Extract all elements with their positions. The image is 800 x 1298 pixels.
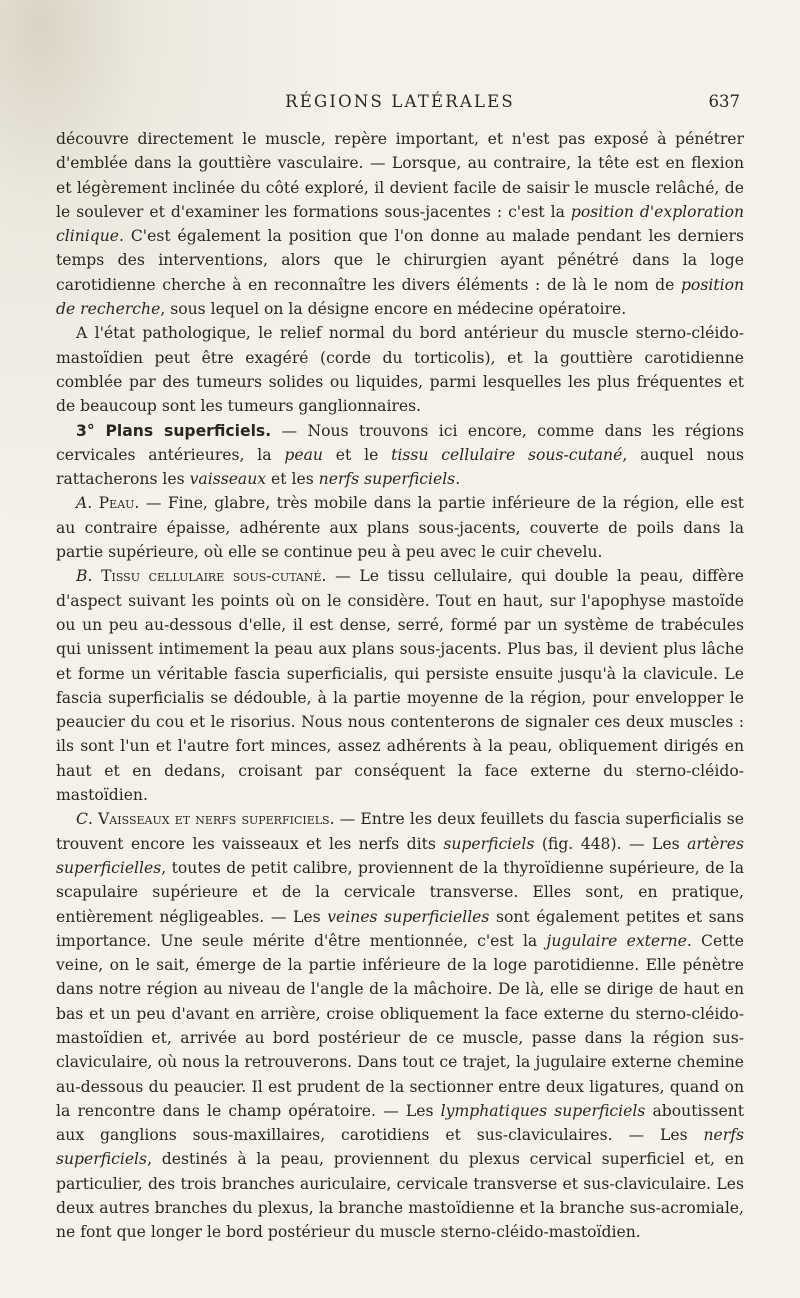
paragraph xyxy=(56,321,744,418)
text-run: . — Le tissu cellulaire, qui double la peau, diffère d'aspect suivant les points où on le considère. Tout en haut, sur l'apophyse mastoïde ou un peu au-dessous d'elle, il est dense, serré, formé par un système de trabécules qui unissent intimement la peau aux plans sous-jacents. Plus bas, il devient plus lâche et forme un véritable fascia superficialis, qui persiste ensuite jusqu'à la clavicule. Le fascia superficialis se dédouble, à la partie moyenne de la région, pour envelopper le peaucier du cou et le risorius. Nous nous contenterons de signaler ces deux muscles : ils sont l'un et l'autre fort minces, assez adhérents à la peau, obliquement dirigés en haut et en dedans, croisant par conséquent la face externe du sterno-cléido-mastoïdien. xyxy=(56,567,745,805)
italic-term: jugulaire externe xyxy=(546,931,687,950)
running-head-title: RÉGIONS LATÉRALES xyxy=(285,92,515,111)
italic-term: position de recherche xyxy=(56,275,744,319)
italic-term: tissu cellulaire sous-cutané xyxy=(391,445,623,464)
text-run: et le xyxy=(322,445,392,464)
italic-term: superficiels xyxy=(443,834,535,853)
text-run: sont également petites et sans importance. Une seule mérite d'être mentionnée, c'est la xyxy=(56,907,744,950)
text-run: . xyxy=(87,567,102,586)
text-run: . xyxy=(87,810,99,829)
text-run: . — Entre les deux feuillets du fascia superficialis se trouvent encore les vaisseaux et les nerfs dits xyxy=(56,810,744,853)
italic-term: C xyxy=(76,810,88,829)
small-caps-heading: Peau xyxy=(98,494,135,513)
text-run: — Nous trouvons ici encore, comme dans les régions cervicales antérieures, la xyxy=(56,421,744,464)
italic-term: nerfs superficiels xyxy=(318,470,456,489)
paragraph xyxy=(56,807,744,1244)
text-run: et les xyxy=(266,470,319,489)
text-run: , toutes de petit calibre, proviennent de la thyroïdienne supérieure, de la scapulaire supérieure et de la cervicale transverse. Elles sont, en pratique, entièrement négligeables. — Les xyxy=(56,858,744,926)
section-heading: 3° Plans superficiels. xyxy=(76,421,272,440)
paragraph xyxy=(56,564,744,807)
text-run: , sous lequel on la désigne encore en médecine opératoire. xyxy=(160,300,627,319)
small-caps-heading: Vaisseaux et nerfs superficiels xyxy=(98,810,330,829)
paragraph xyxy=(56,491,744,564)
italic-term: position d'exploration clinique xyxy=(56,202,744,246)
text-run: . xyxy=(87,494,99,513)
italic-term: B xyxy=(76,567,88,586)
italic-term: peau xyxy=(284,445,323,464)
page-number: 637 xyxy=(708,92,740,111)
italic-term: A xyxy=(76,494,88,513)
small-caps-heading: Tissu cellulaire sous-cutané xyxy=(101,567,322,586)
text-run: , destinés à la peau, proviennent du plexus cervical superficiel et, en particulier, des trois branches auriculaire, cervicale transverse et sus-claviculaire. Les deux autres branches du plexus, la branche mastoïdienne et la branche sus-acromiale, ne font que longer le bord postérieur du muscle sterno-cléido-mastoïdien. xyxy=(56,1150,744,1242)
italic-term: nerfs superficiels xyxy=(56,1126,744,1169)
italic-term: veines superficielles xyxy=(327,907,490,926)
text-run: . — Fine, glabre, très mobile dans la partie inférieure de la région, elle est au contraire épaisse, adhérente aux plans sous-jacents, couverte de poils dans la partie supérieure, où elle se continue peu à peu avec le cuir chevelu. xyxy=(56,494,744,562)
text-run: (fig. 448). — Les xyxy=(534,834,688,853)
text-run: A l'état pathologique, le relief normal du bord antérieur du muscle sterno-cléido-mastoïdien peut être exagéré (corde du torticolis), et la gouttière carotidienne comblée par des tumeurs solides ou liquides, parmi lesquelles les plus fréquentes et de beaucoup sont les tumeurs ganglionnaires. xyxy=(56,324,744,416)
italic-term: vaisseaux xyxy=(189,470,267,489)
text-run: . Cette veine, on le sait, émerge de la partie inférieure de la loge parotidienne. Elle pénètre dans notre région au niveau de l'angle de la mâchoire. De là, elle se dirige de haut en bas et un peu d'avant en arrière, croise obliquement la face externe du sterno-cléido-mastoïdien et, arrivée au bord postérieur de ce muscle, passe dans la région sus-claviculaire, où nous la retrouverons. Dans tout ce trajet, la jugulaire externe chemine au-dessous du peaucier. Il est prudent de la sectionner entre deux ligatures, quand on la rencontre dans le champ opératoire. — Les xyxy=(56,931,744,1120)
running-head xyxy=(60,92,740,116)
paragraph xyxy=(56,127,744,321)
paragraph xyxy=(56,419,744,492)
text-run: , auquel nous rattacherons les xyxy=(56,445,744,489)
text-run: aboutissent aux ganglions sous-maxillaires, carotidiens et sus-claviculaires. — Les xyxy=(56,1101,744,1145)
text-run: . C'est également la position que l'on donne au malade pendant les derniers temps des interventions, alors que le chirurgien ayant pénétré dans la loge carotidienne cherche à en reconnaître les divers éléments : de là le nom de xyxy=(56,227,744,294)
italic-term: artères superficielles xyxy=(56,834,744,877)
italic-term: lymphatiques superficiels xyxy=(440,1101,646,1120)
body-text xyxy=(56,127,744,1245)
text-run: . xyxy=(455,470,461,489)
text-run: découvre directement le muscle, repère important, et n'est pas exposé à pénétrer d'emblée dans la gouttière vasculaire. — Lorsque, au contraire, la tête est en flexion et légèrement inclinée du côté exploré, il devient facile de saisir le muscle relâché, de le soulever et d'examiner les formations sous-jacentes : c'est la xyxy=(56,130,744,221)
